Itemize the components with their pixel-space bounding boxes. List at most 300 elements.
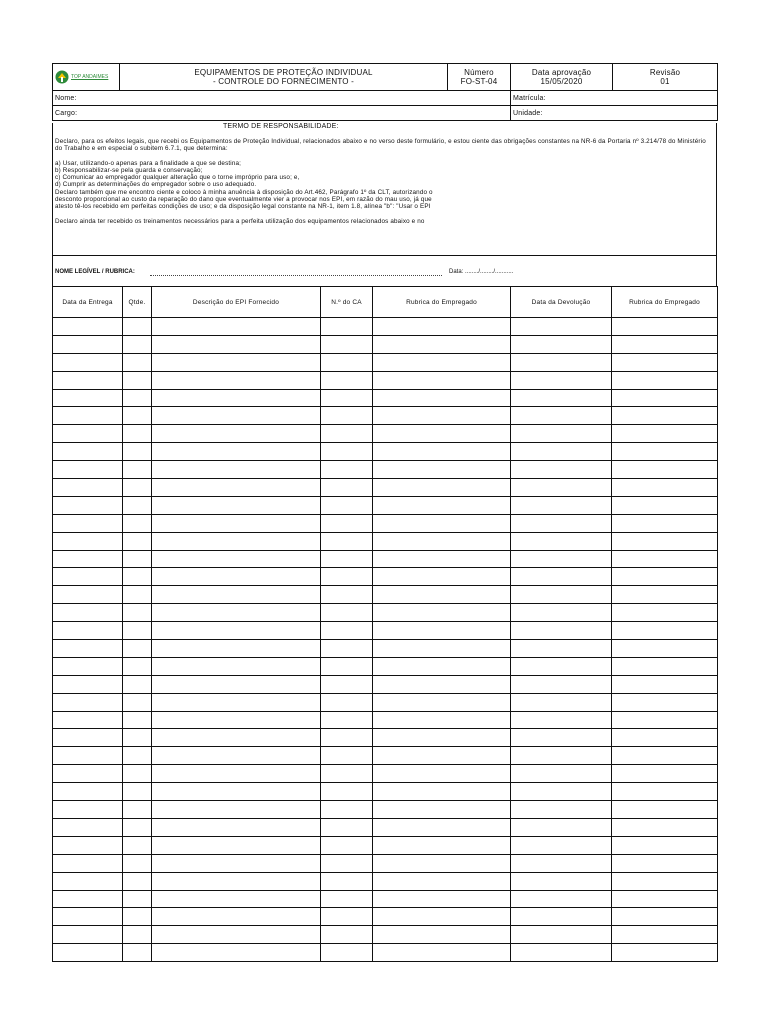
table-cell[interactable] [612, 801, 718, 819]
table-cell[interactable] [511, 890, 612, 908]
signature-line[interactable] [150, 275, 442, 276]
table-cell[interactable] [612, 944, 718, 962]
table-cell[interactable] [511, 479, 612, 497]
table-cell[interactable] [373, 765, 511, 783]
table-cell[interactable] [123, 443, 152, 461]
table-cell[interactable] [123, 425, 152, 443]
table-row [53, 443, 718, 461]
table-cell[interactable] [511, 765, 612, 783]
table-cell[interactable] [123, 926, 152, 944]
table-cell[interactable] [123, 586, 152, 604]
table-cell[interactable] [612, 818, 718, 836]
table-cell[interactable] [373, 389, 511, 407]
table-cell[interactable] [511, 586, 612, 604]
table-cell[interactable] [123, 622, 152, 640]
table-cell[interactable] [53, 711, 123, 729]
table-cell[interactable] [612, 461, 718, 479]
table-cell[interactable] [321, 532, 373, 550]
table-cell[interactable] [53, 371, 123, 389]
table-cell[interactable] [123, 836, 152, 854]
table-cell[interactable] [123, 479, 152, 497]
table-row [53, 890, 718, 908]
table-cell[interactable] [53, 532, 123, 550]
table-cell[interactable] [511, 854, 612, 872]
table-row [53, 693, 718, 711]
table-cell[interactable] [373, 711, 511, 729]
table-cell[interactable] [152, 353, 321, 371]
table-cell[interactable] [53, 747, 123, 765]
col-data-devolucao: Data da Devolução [511, 287, 612, 318]
table-cell[interactable] [321, 783, 373, 801]
table-cell[interactable] [152, 854, 321, 872]
table-cell[interactable] [123, 389, 152, 407]
table-cell[interactable] [321, 801, 373, 819]
table-cell[interactable] [53, 818, 123, 836]
table-cell[interactable] [612, 568, 718, 586]
table-cell[interactable] [123, 532, 152, 550]
table-cell[interactable] [152, 926, 321, 944]
table-row [53, 568, 718, 586]
table-cell[interactable] [321, 747, 373, 765]
table-row [53, 407, 718, 425]
table-cell[interactable] [373, 604, 511, 622]
table-cell[interactable] [152, 371, 321, 389]
table-cell[interactable] [511, 568, 612, 586]
table-cell[interactable] [152, 443, 321, 461]
table-cell[interactable] [152, 318, 321, 336]
table-cell[interactable] [321, 318, 373, 336]
table-cell[interactable] [53, 854, 123, 872]
table-cell[interactable] [123, 747, 152, 765]
table-cell[interactable] [321, 586, 373, 604]
table-cell[interactable] [152, 550, 321, 568]
table-cell[interactable] [373, 479, 511, 497]
table-cell[interactable] [123, 783, 152, 801]
table-cell[interactable] [511, 926, 612, 944]
table-cell[interactable] [511, 604, 612, 622]
table-cell[interactable] [123, 908, 152, 926]
table-cell[interactable] [53, 550, 123, 568]
table-cell[interactable] [373, 693, 511, 711]
table-cell[interactable] [373, 353, 511, 371]
table-cell[interactable] [321, 926, 373, 944]
col-numero-ca: N.º do CA [321, 287, 373, 318]
table-cell[interactable] [53, 389, 123, 407]
table-cell[interactable] [612, 407, 718, 425]
table-cell[interactable] [152, 890, 321, 908]
table-cell[interactable] [152, 514, 321, 532]
table-cell[interactable] [511, 353, 612, 371]
table-cell[interactable] [612, 496, 718, 514]
table-cell[interactable] [612, 622, 718, 640]
table-cell[interactable] [511, 908, 612, 926]
table-cell[interactable] [373, 568, 511, 586]
table-cell[interactable] [123, 711, 152, 729]
logo-icon [55, 70, 69, 84]
table-row [53, 675, 718, 693]
table-cell[interactable] [612, 389, 718, 407]
table-cell[interactable] [53, 604, 123, 622]
table-cell[interactable] [511, 818, 612, 836]
col-qtde: Qtde. [123, 287, 152, 318]
table-cell[interactable] [321, 389, 373, 407]
data-aprovacao-cell [511, 64, 613, 91]
table-cell[interactable] [152, 335, 321, 353]
table-cell[interactable] [511, 514, 612, 532]
table-cell[interactable] [321, 353, 373, 371]
table-cell[interactable] [321, 335, 373, 353]
table-cell[interactable] [53, 443, 123, 461]
table-cell[interactable] [511, 425, 612, 443]
table-cell[interactable] [53, 496, 123, 514]
table-cell[interactable] [152, 783, 321, 801]
table-cell[interactable] [511, 640, 612, 658]
table-row [53, 550, 718, 568]
table-cell[interactable] [321, 908, 373, 926]
table-cell[interactable] [152, 872, 321, 890]
table-cell[interactable] [612, 425, 718, 443]
table-cell[interactable] [511, 461, 612, 479]
table-cell[interactable] [373, 532, 511, 550]
table-row [53, 872, 718, 890]
table-cell[interactable] [321, 818, 373, 836]
cargo-field[interactable]: Cargo: [53, 106, 511, 121]
table-cell[interactable] [123, 496, 152, 514]
table-cell[interactable] [511, 318, 612, 336]
table-cell[interactable] [123, 765, 152, 783]
table-row [53, 622, 718, 640]
table-cell[interactable] [123, 693, 152, 711]
table-row [53, 944, 718, 962]
table-cell[interactable] [373, 890, 511, 908]
table-cell[interactable] [53, 407, 123, 425]
termo-item: d) Cumprir as determinações do empregador sobre o uso adequado. [55, 181, 257, 189]
table-cell[interactable] [373, 640, 511, 658]
table-cell[interactable] [53, 765, 123, 783]
table-cell[interactable] [53, 675, 123, 693]
table-cell[interactable] [321, 461, 373, 479]
col-rubrica-devolucao: Rubrica do Empregado [612, 287, 718, 318]
table-cell[interactable] [612, 335, 718, 353]
table-cell[interactable] [152, 729, 321, 747]
table-cell[interactable] [321, 514, 373, 532]
table-cell[interactable] [373, 371, 511, 389]
termo-paragraph-3: Declaro ainda ter recebido os treinamentos necessários para a perfeita utilização dos equipamentos relacionados abaixo e no [55, 217, 425, 225]
table-cell[interactable] [152, 765, 321, 783]
table-cell[interactable] [511, 836, 612, 854]
signature-date[interactable]: Data: ......../......../........... [449, 269, 514, 275]
table-cell[interactable] [612, 443, 718, 461]
table-cell[interactable] [511, 675, 612, 693]
table-row [53, 335, 718, 353]
table-cell[interactable] [373, 836, 511, 854]
table-row [53, 640, 718, 658]
table-cell[interactable] [321, 550, 373, 568]
table-cell[interactable] [53, 479, 123, 497]
table-cell[interactable] [321, 872, 373, 890]
table-cell[interactable] [321, 479, 373, 497]
table-cell[interactable] [511, 729, 612, 747]
table-cell[interactable] [123, 604, 152, 622]
table-cell[interactable] [612, 765, 718, 783]
table-cell[interactable] [321, 729, 373, 747]
table-cell[interactable] [373, 443, 511, 461]
termo-paragraph-1: Declaro, para os efeitos legais, que recebi os Equipamentos de Proteção Individual, relacionados abaixo e no verso deste formulário, e estou ciente das obrigações constantes na NR-6 da Portaria nº 3.214/78 do Ministério do Trabalho e em especial o subitem 6.7.1, que determina: [55, 138, 706, 153]
table-cell[interactable] [612, 890, 718, 908]
table-cell[interactable] [511, 496, 612, 514]
termo-item: atesto tê-los recebido em perfeitas condições de uso; e da disposição legal constante na NR-1, item 1.8, alínea "b": "Usar o EPI [55, 203, 431, 211]
table-cell[interactable] [123, 657, 152, 675]
table-cell[interactable] [321, 443, 373, 461]
table-row [53, 532, 718, 550]
table-cell[interactable] [53, 729, 123, 747]
table-cell[interactable] [152, 836, 321, 854]
numero-cell [448, 64, 511, 91]
table-cell[interactable] [53, 801, 123, 819]
table-cell[interactable] [53, 783, 123, 801]
table-cell[interactable] [123, 818, 152, 836]
table-cell[interactable] [152, 801, 321, 819]
table-cell[interactable] [152, 818, 321, 836]
table-cell[interactable] [373, 801, 511, 819]
table-cell[interactable] [53, 586, 123, 604]
form-header [52, 63, 718, 91]
table-cell[interactable] [612, 479, 718, 497]
table-cell[interactable] [373, 854, 511, 872]
table-cell[interactable] [123, 353, 152, 371]
table-cell[interactable] [511, 872, 612, 890]
table-row [53, 801, 718, 819]
table-cell[interactable] [152, 586, 321, 604]
table-row [53, 657, 718, 675]
table-row [53, 604, 718, 622]
table-cell[interactable] [53, 836, 123, 854]
table-cell[interactable] [373, 675, 511, 693]
table-cell[interactable] [321, 765, 373, 783]
table-cell[interactable] [53, 872, 123, 890]
table-cell[interactable] [321, 657, 373, 675]
table-cell[interactable] [53, 318, 123, 336]
table-cell[interactable] [321, 890, 373, 908]
table-cell[interactable] [321, 407, 373, 425]
table-cell[interactable] [511, 407, 612, 425]
table-cell[interactable] [152, 407, 321, 425]
signature-row [52, 256, 717, 287]
table-cell[interactable] [373, 783, 511, 801]
col-data-entrega: Data da Entrega [53, 287, 123, 318]
termo-item: desconto proporcional ao custo da reparação do dano que eventualmente vier a provocar nos EPI, em razão do mau uso, já que [55, 196, 432, 204]
table-cell[interactable] [123, 854, 152, 872]
table-cell[interactable] [53, 908, 123, 926]
table-cell[interactable] [373, 461, 511, 479]
table-cell[interactable] [511, 657, 612, 675]
table-cell[interactable] [511, 335, 612, 353]
table-cell[interactable] [612, 657, 718, 675]
table-cell[interactable] [511, 443, 612, 461]
table-cell[interactable] [53, 335, 123, 353]
table-cell[interactable] [321, 640, 373, 658]
table-cell[interactable] [53, 657, 123, 675]
table-cell[interactable] [612, 711, 718, 729]
table-cell[interactable] [612, 353, 718, 371]
unidade-field[interactable]: Unidade: [511, 106, 718, 121]
table-cell[interactable] [152, 425, 321, 443]
table-cell[interactable] [612, 836, 718, 854]
table-cell[interactable] [152, 496, 321, 514]
table-cell[interactable] [123, 514, 152, 532]
table-cell[interactable] [321, 944, 373, 962]
table-cell[interactable] [612, 854, 718, 872]
table-cell[interactable] [511, 622, 612, 640]
table-cell[interactable] [123, 872, 152, 890]
termo-item: a) Usar, utilizando-o apenas para a finalidade a que se destina; [55, 159, 242, 167]
table-cell[interactable] [152, 604, 321, 622]
table-cell[interactable] [612, 747, 718, 765]
table-row [53, 461, 718, 479]
revisao-value: 01 [660, 77, 670, 86]
table-cell[interactable] [612, 550, 718, 568]
table-cell[interactable] [612, 926, 718, 944]
table-cell[interactable] [321, 568, 373, 586]
table-cell[interactable] [612, 908, 718, 926]
table-cell[interactable] [53, 926, 123, 944]
table-cell[interactable] [123, 640, 152, 658]
nome-field[interactable]: Nome: [53, 91, 511, 106]
table-cell[interactable] [152, 944, 321, 962]
table-cell[interactable] [373, 747, 511, 765]
table-cell[interactable] [511, 711, 612, 729]
table-row [53, 729, 718, 747]
table-cell[interactable] [612, 532, 718, 550]
table-cell[interactable] [511, 693, 612, 711]
table-cell[interactable] [373, 335, 511, 353]
table-cell[interactable] [373, 514, 511, 532]
table-cell[interactable] [152, 640, 321, 658]
table-cell[interactable] [612, 872, 718, 890]
table-cell[interactable] [511, 944, 612, 962]
table-cell[interactable] [152, 747, 321, 765]
table-cell[interactable] [373, 657, 511, 675]
table-cell[interactable] [612, 371, 718, 389]
table-cell[interactable] [53, 425, 123, 443]
table-cell[interactable] [53, 461, 123, 479]
table-cell[interactable] [53, 514, 123, 532]
table-cell[interactable] [373, 944, 511, 962]
table-cell[interactable] [612, 318, 718, 336]
table-cell[interactable] [373, 926, 511, 944]
table-cell[interactable] [612, 693, 718, 711]
table-cell[interactable] [373, 496, 511, 514]
table-cell[interactable] [373, 818, 511, 836]
table-cell[interactable] [373, 407, 511, 425]
table-cell[interactable] [321, 854, 373, 872]
table-cell[interactable] [373, 908, 511, 926]
logo-cell [53, 64, 120, 91]
table-cell[interactable] [612, 604, 718, 622]
table-cell[interactable] [53, 568, 123, 586]
table-cell[interactable] [612, 783, 718, 801]
title-line-2: - CONTROLE DO FORNECIMENTO - [212, 77, 354, 86]
table-cell[interactable] [612, 586, 718, 604]
table-cell[interactable] [511, 550, 612, 568]
table-cell[interactable] [321, 711, 373, 729]
table-cell[interactable] [612, 640, 718, 658]
table-cell[interactable] [511, 389, 612, 407]
table-cell[interactable] [152, 657, 321, 675]
table-cell[interactable] [53, 944, 123, 962]
table-cell[interactable] [152, 532, 321, 550]
table-cell[interactable] [152, 622, 321, 640]
table-cell[interactable] [321, 675, 373, 693]
table-cell[interactable] [373, 729, 511, 747]
table-cell[interactable] [612, 675, 718, 693]
table-cell[interactable] [321, 604, 373, 622]
table-cell[interactable] [152, 908, 321, 926]
table-cell[interactable] [123, 675, 152, 693]
table-cell[interactable] [373, 622, 511, 640]
table-cell[interactable] [511, 783, 612, 801]
table-cell[interactable] [511, 371, 612, 389]
table-cell[interactable] [321, 836, 373, 854]
table-cell[interactable] [152, 693, 321, 711]
table-cell[interactable] [123, 318, 152, 336]
table-cell[interactable] [53, 353, 123, 371]
table-cell[interactable] [53, 622, 123, 640]
table-cell[interactable] [612, 514, 718, 532]
table-cell[interactable] [373, 318, 511, 336]
table-cell[interactable] [53, 890, 123, 908]
table-row [53, 836, 718, 854]
table-cell[interactable] [321, 622, 373, 640]
table-cell[interactable] [123, 461, 152, 479]
table-cell[interactable] [321, 425, 373, 443]
table-cell[interactable] [373, 872, 511, 890]
table-cell[interactable] [123, 407, 152, 425]
table-cell[interactable] [511, 801, 612, 819]
table-cell[interactable] [123, 801, 152, 819]
numero-label: Número [464, 68, 494, 77]
table-cell[interactable] [152, 461, 321, 479]
table-cell[interactable] [511, 747, 612, 765]
table-cell[interactable] [123, 335, 152, 353]
table-cell[interactable] [53, 693, 123, 711]
table-cell[interactable] [612, 729, 718, 747]
table-cell[interactable] [373, 425, 511, 443]
table-cell[interactable] [321, 496, 373, 514]
employee-info [52, 90, 718, 121]
table-cell[interactable] [321, 371, 373, 389]
table-cell[interactable] [123, 550, 152, 568]
table-cell[interactable] [123, 944, 152, 962]
table-cell[interactable] [53, 640, 123, 658]
table-cell[interactable] [152, 675, 321, 693]
table-cell[interactable] [123, 729, 152, 747]
table-cell[interactable] [123, 568, 152, 586]
table-cell[interactable] [123, 371, 152, 389]
table-cell[interactable] [152, 711, 321, 729]
matricula-field[interactable]: Matrícula: [511, 91, 718, 106]
table-cell[interactable] [321, 693, 373, 711]
table-cell[interactable] [373, 550, 511, 568]
table-cell[interactable] [123, 890, 152, 908]
table-cell[interactable] [152, 479, 321, 497]
table-cell[interactable] [511, 532, 612, 550]
table-cell[interactable] [152, 568, 321, 586]
data-aprovacao-value: 15/05/2020 [540, 77, 583, 86]
table-row [53, 371, 718, 389]
table-cell[interactable] [373, 586, 511, 604]
table-cell[interactable] [152, 389, 321, 407]
